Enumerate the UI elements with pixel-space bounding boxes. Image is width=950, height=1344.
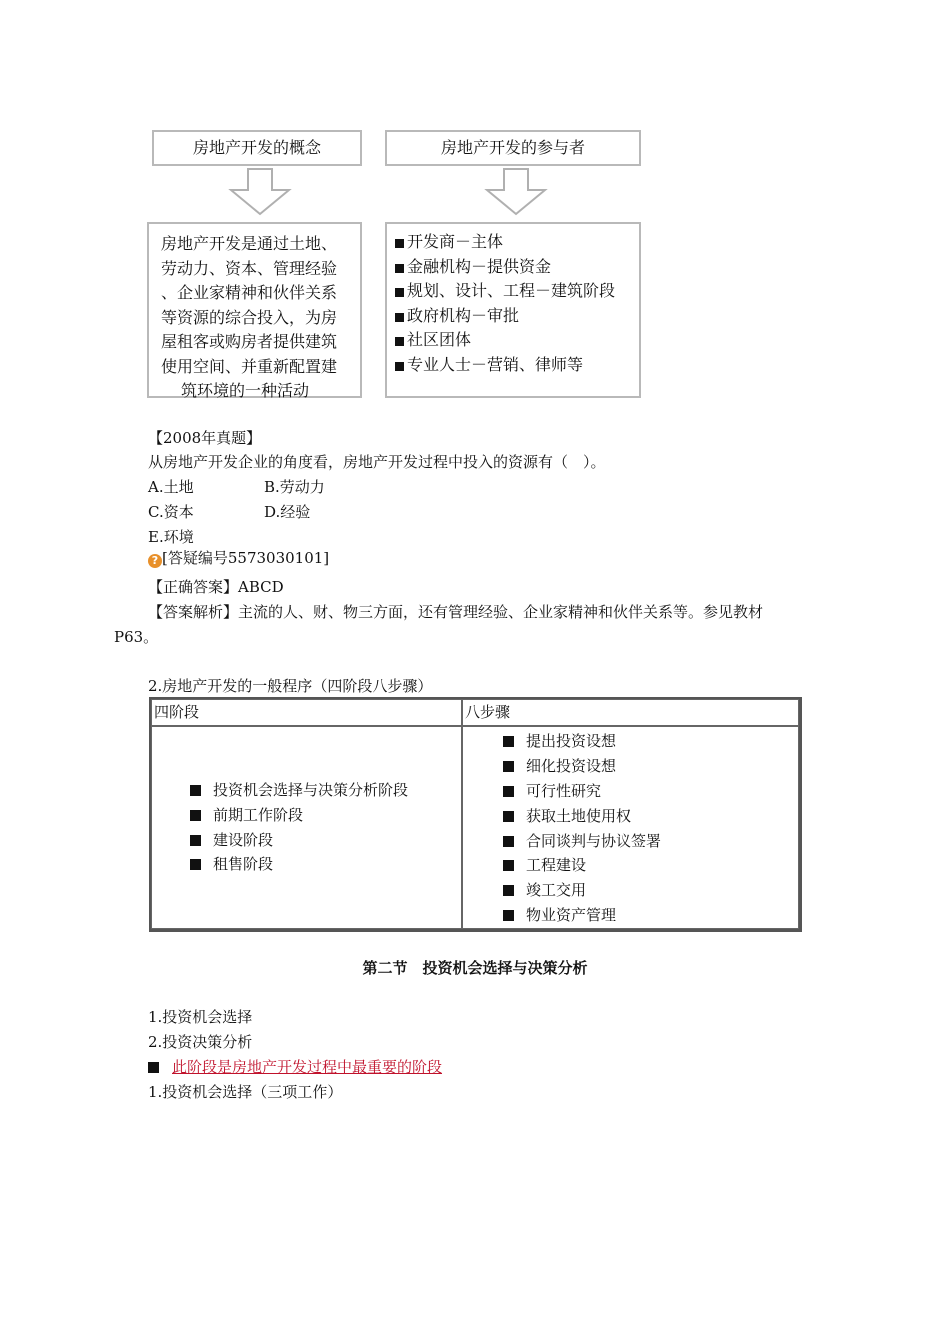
answer-analysis-cont: P63。 — [114, 628, 159, 646]
participants-body-box — [385, 222, 641, 398]
question-ref-link[interactable] — [148, 548, 329, 568]
concept-line: 等资源的综合投入，为房 — [161, 307, 338, 327]
step-item: 竣工交用 — [503, 878, 796, 903]
procedure-table — [149, 697, 802, 932]
stage-item: 租售阶段 — [190, 852, 459, 877]
step-item: 物业资产管理 — [503, 903, 796, 928]
question-tag: 【2008年真题】 — [148, 429, 262, 447]
step-item: 细化投资设想 — [503, 754, 796, 779]
correct-answer: 【正确答案】ABCD — [148, 578, 284, 596]
question-ref[interactable]: [答疑编号5573030101] — [162, 549, 330, 567]
step-item: 工程建设 — [503, 853, 796, 878]
step-item: 合同谈判与协议签署 — [503, 829, 796, 854]
participant-item: 专业人士－营销、律师等 — [395, 353, 639, 378]
down-arrow-icon — [484, 168, 548, 216]
option-a: A.土地 — [148, 478, 194, 496]
stage-item: 建设阶段 — [190, 828, 459, 853]
participant-item: 开发商－主体 — [395, 230, 639, 255]
concept-line: 屋租客或购房者提供建筑 — [161, 332, 338, 351]
option-b: B.劳动力 — [264, 478, 325, 496]
question-stem: 从房地产开发企业的角度看，房地产开发过程中投入的资源有（ ）。 — [148, 453, 606, 471]
option-e: E.环境 — [148, 528, 194, 546]
concept-line: 、企业家精神和伙伴关系 — [161, 283, 338, 302]
section-item-2: 2.投资决策分析 — [148, 1033, 253, 1051]
stage-item: 前期工作阶段 — [190, 803, 459, 828]
section-title: 第二节 投资机会选择与决策分析 — [362, 959, 588, 977]
section-item-1: 1.投资机会选择 — [148, 1008, 253, 1026]
step-item: 提出投资设想 — [503, 729, 796, 754]
procedure-heading: 2.房地产开发的一般程序（四阶段八步骤） — [148, 677, 433, 695]
highlight-link[interactable]: 此阶段是房地产开发过程中最重要的阶段 — [172, 1058, 443, 1076]
concept-title-box: 房地产开发的概念 — [152, 130, 362, 166]
concept-line: 劳动力、资本、管理经验 — [161, 258, 338, 278]
participant-item: 规划、设计、工程－建筑阶段 — [395, 279, 639, 304]
down-arrow-icon — [228, 168, 292, 216]
option-d: D.经验 — [264, 503, 311, 521]
section-item-3: 1.投资机会选择（三项工作） — [148, 1083, 343, 1101]
answer-analysis: 【答案解析】主流的人、财、物三方面，还有管理经验、企业家精神和伙伴关系等。参见教材 — [148, 603, 764, 621]
highlight-line — [148, 1057, 442, 1077]
concept-body-box — [147, 222, 362, 398]
step-item: 获取土地使用权 — [503, 804, 796, 829]
participant-item: 社区团体 — [395, 328, 639, 353]
bullet-square-icon — [148, 1062, 159, 1073]
column-header-steps: 八步骤 — [462, 699, 799, 726]
participant-item: 金融机构－提供资金 — [395, 255, 639, 280]
stage-item: 投资机会选择与决策分析阶段 — [190, 778, 459, 803]
participants-title-box: 房地产开发的参与者 — [385, 130, 641, 166]
step-item: 可行性研究 — [503, 779, 796, 804]
option-c: C.资本 — [148, 503, 194, 521]
question-help-icon[interactable]: ? — [148, 554, 162, 568]
concept-line: 房地产开发是通过土地、 — [161, 234, 338, 253]
column-header-stages: 四阶段 — [151, 699, 462, 726]
concept-line: 筑环境的一种活动 — [181, 381, 310, 400]
steps-cell — [462, 726, 799, 929]
stages-cell — [151, 726, 462, 929]
concept-line: 使用空间、并重新配置建 — [161, 356, 338, 376]
participant-item: 政府机构－审批 — [395, 304, 639, 329]
